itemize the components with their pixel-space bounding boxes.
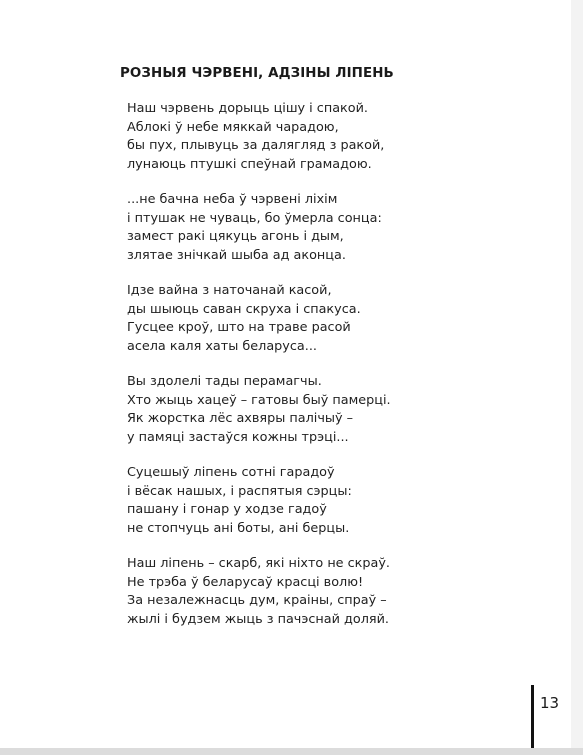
poem-line: ды шыюць саван скруха і спакуса. [127,301,361,317]
page-number: 13 [540,694,560,712]
poem-line: лунаюць птушкі спеўнай грамадою. [127,156,372,172]
page-number-rule [531,685,534,748]
poem-line: Вы здолелі тады перамагчы. [127,374,322,389]
poem-line: Як жорстка лёс ахвяры палічыў – [127,411,354,426]
poem-line: бы пух, плывуць за далягляд з ракой, [127,138,385,153]
poem-line: Наш ліпень – скарб, які ніхто не скраў. [127,556,390,571]
stanza [127,373,547,447]
stanza [127,555,547,629]
stanza [127,191,547,265]
poem-line: пашану і гонар у ходзе гадоў [127,502,327,517]
poem-line: злятае знічкай шыба ад аконца. [127,247,346,263]
poem-line: Ідзе вайна з наточанай касой, [127,283,332,298]
poem-line: і вёсак нашых, і распятыя сэрцы: [127,483,352,499]
poem-line: не стопчуць ані боты, ані берцы. [127,520,350,536]
stanza [127,464,547,538]
page-edge-right [571,0,583,755]
poem-line: у памяці застаўся кожны трэці... [127,429,349,445]
page-edge-bottom [0,748,583,755]
stanza [127,282,547,356]
poem-line: і птушак не чуваць, бо ўмерла сонца: [127,210,382,226]
poem-line: За незалежнасць дум, краіны, спраў – [127,593,387,608]
poem-line: Гусцее кроў, што на траве расой [127,320,351,335]
poem-line: замест ракі цякуць агонь і дым, [127,229,344,244]
poem-line: Суцешыў ліпень сотні гарадоў [127,465,335,480]
poem-line: ...не бачна неба ў чэрвені ліхім [127,192,338,207]
poem-line: Аблокі ў небе мяккай чарадою, [127,119,339,135]
poem-line: Хто жыць хацеў – гатовы быў памерці. [127,392,391,408]
poem-line: Не трэба ў беларусаў красці волю! [127,574,364,590]
poem-title: РОЗНЫЯ ЧЭРВЕНІ, АДЗІНЫ ЛІПЕНЬ [120,66,394,81]
stanza [127,100,547,174]
poem-body [127,100,547,646]
poem-line: асела каля хаты беларуса... [127,338,317,354]
poem-line: Наш чэрвень дорыць цішу і спакой. [127,101,368,116]
poem-line: жылі і будзем жыць з пачэснай доляй. [127,611,389,627]
